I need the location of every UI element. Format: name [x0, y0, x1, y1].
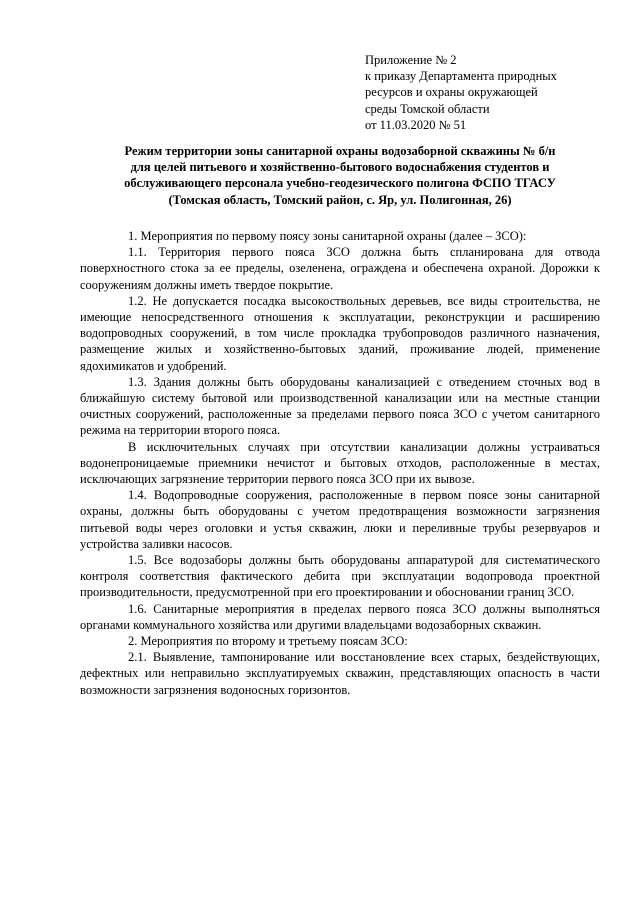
appendix-line-4: среды Томской области — [365, 101, 490, 116]
paragraph-1-2: 1.2. Не допускается посадка высокоствольных деревьев, все виды строительства, не имеющие непосредственного отношения к эксплуатации, реконструкции и расширению водопроводных сооружений, в том числе прокладка трубопроводов различного назначения, размещение жилых и хозяйственно-бытовых зданий, проживание людей, применение ядохимикатов и удобрений. — [80, 293, 600, 373]
document-title — [80, 143, 600, 208]
appendix-line-3: ресурсов и охраны окружающей — [365, 85, 538, 100]
section-1-heading: 1. Мероприятия по первому поясу зоны санитарной охраны (далее – ЗСО): — [128, 229, 527, 243]
title-line-1: Режим территории зоны санитарной охраны водозаборной скважины № б/н — [124, 144, 556, 158]
appendix-line-1: Приложение № 2 — [365, 53, 457, 67]
paragraph-1-1: 1.1. Территория первого пояса ЗСО должна быть спланирована для отвода поверхностного стока за ее пределы, озеленена, ограждена и обеспечена охраной. Дорожки к сооружениям должны иметь твердое покрытие. — [80, 245, 600, 292]
document-body — [80, 228, 600, 698]
paragraph-1-6: 1.6. Санитарные мероприятия в пределах первого пояса ЗСО должны выполняться органами коммунального хозяйства или другими владельцами водозаборных скважин. — [80, 601, 600, 632]
appendix-block — [365, 52, 557, 133]
section-2-heading: 2. Мероприятия по второму и третьему поясам ЗСО: — [128, 634, 408, 649]
appendix-line-5: от 11.03.2020 № 51 — [365, 117, 467, 132]
paragraph-1-5: 1.5. Все водозаборы должны быть оборудованы аппаратурой для систематического контроля соответствия фактического дебита при эксплуатации водопровода проектной производительности, предусмотренной при его проектировании и обосновании границ ЗСО. — [80, 553, 600, 600]
paragraph-1-4: 1.4. Водопроводные сооружения, расположенные в первом поясе зоны санитарной охраны, должны быть оборудованы с учетом предотвращения возможности загрязнения питьевой воды через оголовки и устья скважин, люки и переливные трубы резервуаров и устройства заливки насосов. — [80, 488, 600, 551]
title-line-2: для целей питьевого и хозяйственно-бытового водоснабжения студентов и — [130, 160, 550, 175]
paragraph-2-1: 2.1. Выявление, тампонирование или восстановление всех старых, бездействующих, дефектных или неправильно эксплуатируемых скважин, представляющих опасность в части возможности загрязнения водоносных горизонтов. — [80, 650, 600, 697]
paragraph-1-3-exception: В исключительных случаях при отсутствии канализации должны устраиваться водонепроницаемые приемники нечистот и бытовых отходов, расположенные в местах, исключающих загрязнение территории первого пояса ЗСО при их вывозе. — [80, 439, 600, 487]
title-line-3: обслуживающего персонала учебно-геодезического полигона ФСПО ТГАСУ — [124, 176, 556, 191]
title-line-4: (Томская область, Томский район, с. Яр, ул. Полигонная, 26) — [168, 192, 512, 207]
paragraph-1-3: 1.3. Здания должны быть оборудованы канализацией с отведением сточных вод в ближайшую систему бытовой или производственной канализации или на местные станции очистных сооружений, расположенные за пределами первого пояса ЗСО с учетом санитарного режима на территории второго пояса. — [80, 374, 600, 438]
appendix-line-2: к приказу Департамента природных — [365, 69, 557, 84]
